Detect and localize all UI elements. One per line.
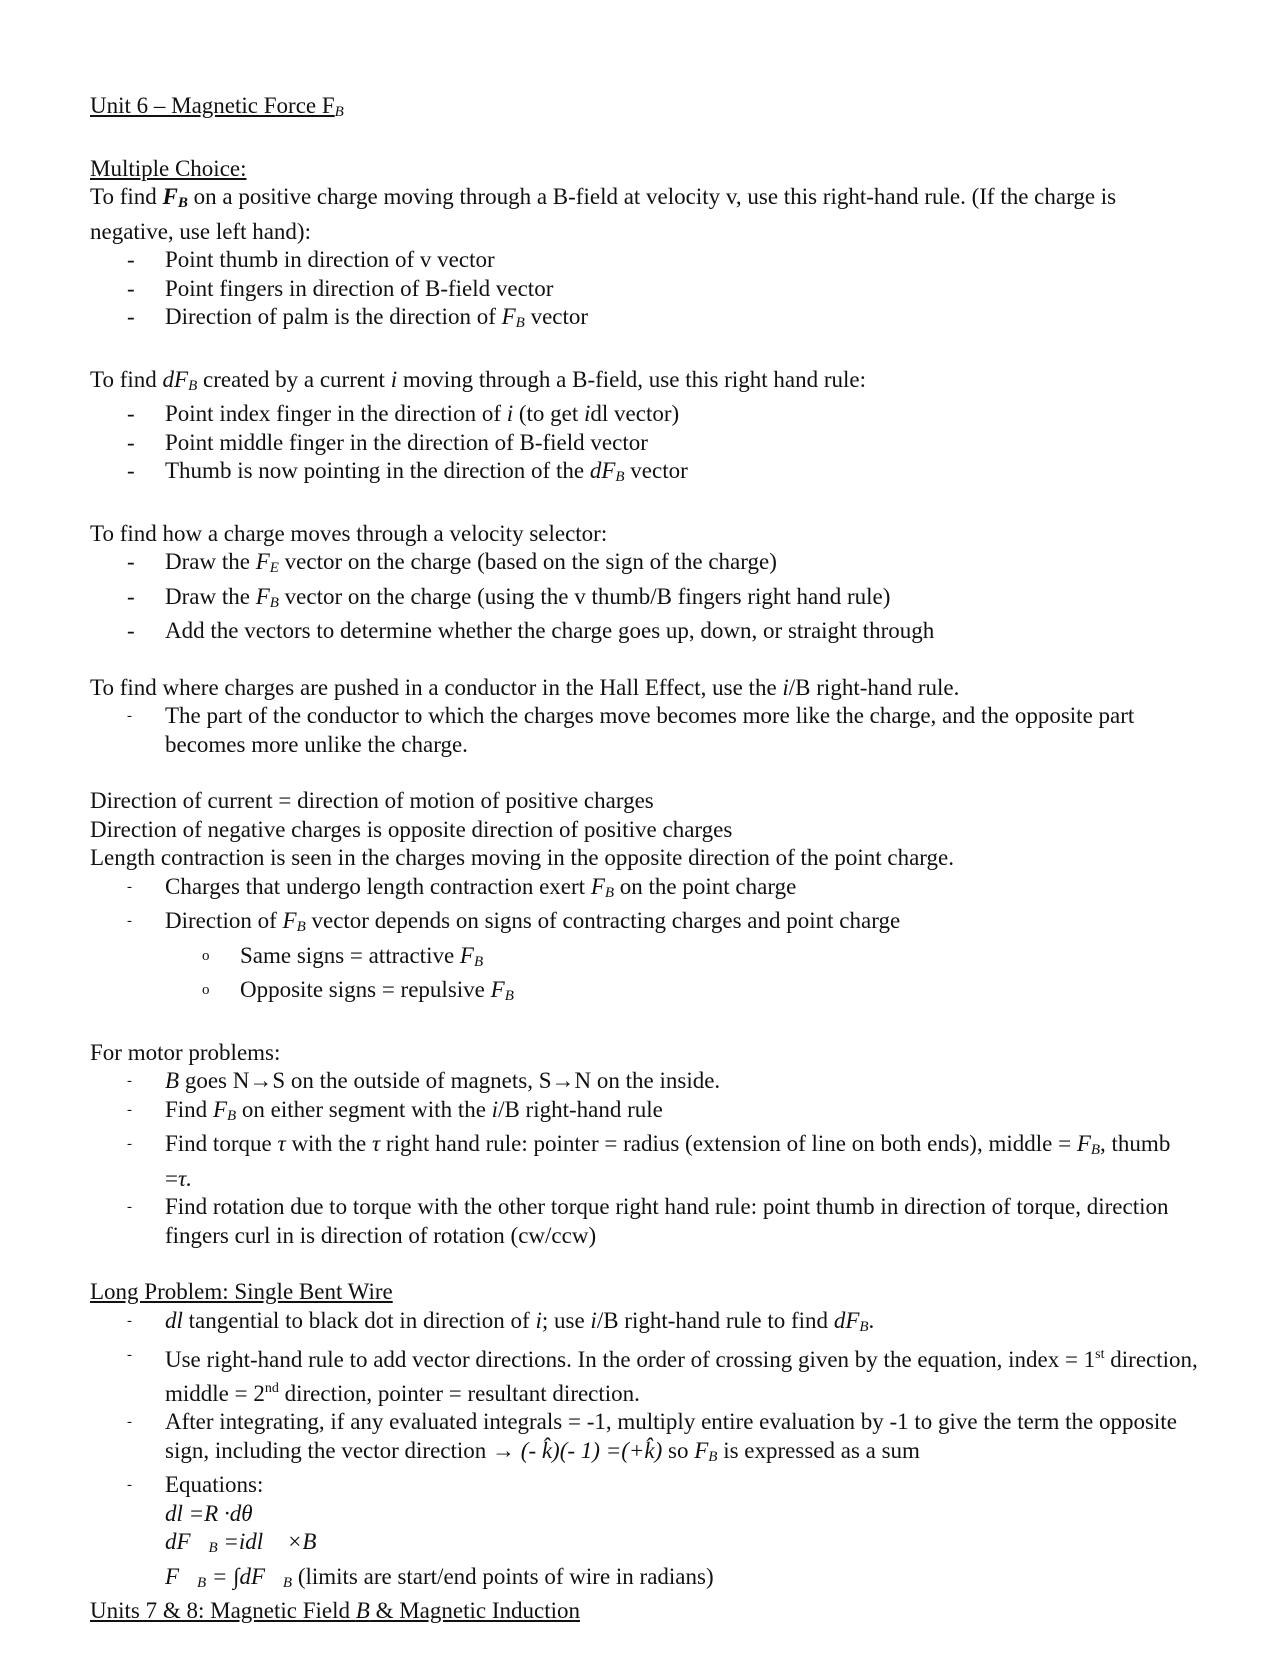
list-item: - Point index finger in the direction of i (to get idl vector) — [127, 401, 680, 426]
list-item: - Point fingers in direction of B-field vector — [127, 275, 554, 301]
arrow-icon: → — [551, 1068, 575, 1093]
list-item: - After integrating, if any evaluated integrals = -1, multiply entire evaluation by -1 to give the term the opposite sign, including the vector direction → (- k̂)(- 1) =(+k̂) so $F_B$ is expressed as a sum — [127, 1409, 1177, 1465]
list-item: - B goes N→S on the outside of magnets, S→N on the inside. — [127, 1068, 721, 1093]
list-item: - The part of the conductor to which the charges move becomes more like the charge, and the opposite part becomes more unlike the charge. — [127, 703, 1135, 757]
list-item: - Thumb is now pointing in the direction of the $dF_B$ vector — [127, 458, 688, 485]
paragraph-length-contraction: Length contraction is seen in the charges moving in the opposite direction of the point charge. — [90, 845, 954, 870]
section-heading-long-problem: Long Problem: Single Bent Wire — [90, 1279, 393, 1304]
paragraph-fb-positive-charge: To find $F_B$ on a positive charge moving through a B-field at velocity v, use this right-hand rule. (If the charge is negative, use left hand): — [90, 184, 1117, 244]
paragraph-negative-charges: Direction of negative charges is opposite direction of positive charges — [90, 816, 733, 842]
paragraph-dfb-current: To find $dF_B$ created by a current i moving through a B-field, use this right hand rule: — [90, 366, 866, 394]
paragraph-velocity-selector: To find how a charge moves through a velocity selector: — [90, 520, 608, 546]
arrow-icon: → — [492, 1437, 516, 1463]
sub-list-item: o Same signs = attractive $F_B$ — [202, 942, 484, 970]
equation-dfb: dF⃗B =idl⃗ ×B⃗ — [165, 1529, 335, 1556]
list-item: - Equations: — [127, 1472, 264, 1497]
list-item: - Charges that undergo length contraction exert $F_B$ on the point charge — [127, 873, 797, 901]
list-item: - Find torque τ with the τ right hand rule: pointer = radius (extension of line on both ends), middle = $F_B$, thumb =τ. — [127, 1131, 1171, 1191]
equation-dl: dl =R ·dθ — [165, 1500, 253, 1526]
list-item: - Draw the $F_E$ vector on the charge (based on the sign of the charge) — [127, 549, 777, 576]
list-item: - Direction of palm is the direction of $F_B$ vector — [127, 304, 589, 331]
arrow-icon: → — [249, 1068, 273, 1093]
paragraph-hall-effect: To find where charges are pushed in a conductor in the Hall Effect, use the i/B right-hand rule. — [90, 674, 960, 700]
direction-equation: (- k̂)(- 1) =(+k̂) — [520, 1437, 663, 1463]
section-heading-multiple-choice: Multiple Choice: — [90, 155, 247, 181]
page-title: Unit 6 – Magnetic Force $F_B$ — [90, 93, 344, 120]
list-item: - Draw the $F_B$ vector on the charge (using the v thumb/B fingers right hand rule) — [127, 583, 891, 611]
list-item: - Find $F_B$ on either segment with the i/B right-hand rule — [127, 1096, 663, 1124]
list-item: - Point middle finger in the direction of B-field vector — [127, 429, 648, 455]
list-item: - Find rotation due to torque with the other torque right hand rule: point thumb in direction of torque, direction fingers curl in is direction of rotation (cw/ccw) — [127, 1194, 1169, 1248]
equation-fb: F⃗B = ∫dF⃗B (limits are start/end points of wire in radians) — [165, 1563, 714, 1591]
list-item: - Add the vectors to determine whether the charge goes up, down, or straight through — [127, 618, 935, 643]
section-heading-units-7-8: Units 7 & 8: Magnetic Field B & Magnetic Induction — [90, 1598, 580, 1623]
list-item: - Point thumb in direction of v vector — [127, 247, 495, 272]
paragraph-direction-current: Direction of current = direction of motion of positive charges — [90, 788, 654, 813]
list-item: - Use right-hand rule to add vector directions. In the order of crossing given by the equation, index = 1st direction, middle = 2nd direction, pointer = resultant direction. — [127, 1347, 1198, 1406]
list-item: - dl tangential to black dot in direction of i; use i/B right-hand rule to find $dF_B$. — [127, 1307, 875, 1335]
sub-list-item: o Opposite signs = repulsive $F_B$ — [202, 977, 514, 1004]
document-page — [90, 92, 1200, 1626]
paragraph-motor-problems: For motor problems: — [90, 1039, 281, 1065]
list-item: - Direction of $F_B$ vector depends on signs of contracting charges and point charge — [127, 908, 901, 935]
